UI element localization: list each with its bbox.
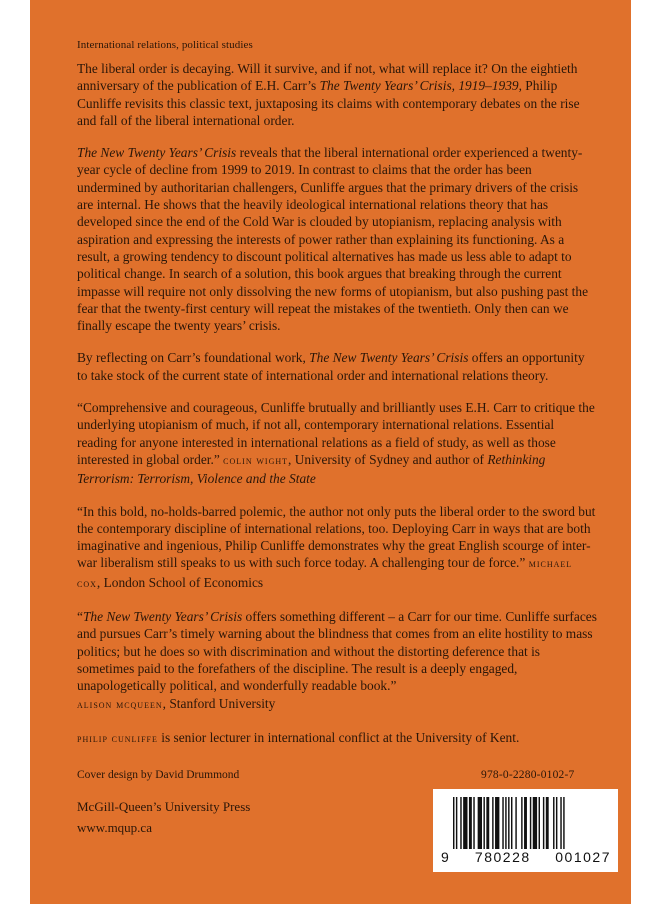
barcode-bar	[469, 797, 472, 849]
barcode-bar	[495, 797, 499, 849]
barcode	[433, 789, 618, 872]
barcode-bar	[556, 797, 557, 849]
back-cover	[30, 0, 631, 904]
book-title: The New Twenty Years’ Crisis	[309, 350, 469, 366]
barcode-bar	[505, 797, 506, 849]
book-title: The Twenty Years’ Crisis, 1919–1939	[319, 78, 519, 94]
reflection-paragraph: By reflecting on Carr’s foundational work, The New Twenty Years’ Crisis offers an opportunity to take stock of the current state of international order and international relations theory.	[77, 350, 585, 383]
barcode-bar	[553, 797, 554, 849]
endorser-name: michael cox	[77, 558, 573, 590]
barcode-bar	[511, 797, 512, 849]
barcode-bar	[563, 797, 564, 849]
barcode-bar	[508, 797, 509, 849]
endorser-name: alison mcqueen	[77, 698, 163, 711]
endorser-name: colin wight	[223, 454, 289, 467]
endorsement-wight: “Comprehensive and courageous, Cunliffe brutually and brilliantly uses E.H. Carr to critique the underlying utopianism of much, if not all, contemporary international relations. Essential reading for anyone interested in international relations as a field of study, as well as those interested in global order.” colin wight, University of Sydney and author of Rethinking Terrorism: Terrorism, Violence and the State	[77, 400, 595, 487]
barcode-bar	[460, 797, 461, 849]
barcode-bar	[478, 797, 482, 849]
endorsement-mcqueen: “The New Twenty Years’ Crisis offers something different – a Carr for our time. Cunliffe surfaces and pursues Carr’s timely warning about the blindness that comes from an elite hostility to mass politics; but he does so with discrimination and without the distorting deference that is sometimes paid to the forefathers of the discipline. The result is a deeply engaged, unapologetically political, and wonderfully readable book.” alison mcqueen, Stanford University	[77, 609, 597, 711]
barcode-bars	[451, 797, 601, 849]
barcode-bar	[533, 797, 537, 849]
barcode-digits: 9 780228 001027	[441, 849, 611, 865]
cover-body-text	[77, 60, 597, 763]
author-bio: philip cunliffe is senior lecturer in international conflict at the University of Kent.	[77, 729, 520, 745]
publisher-url: www.mqup.ca	[77, 820, 152, 835]
endorsement-cox: “In this bold, no-holds-barred polemic, the author not only puts the liberal order to the sword but the contemporary discipline of international relations, too. Deploying Carr in ways that are both imaginative and ingenious, Philip Cunliffe demonstrates why the great English scourge of inter-war liberalism still speaks to us with such force today. A challenging tour de force.” michael cox, London School of Economics	[77, 503, 596, 590]
publisher-name: McGill-Queen’s University Press	[77, 799, 251, 814]
barcode-bar	[521, 797, 522, 849]
intro-paragraph: The liberal order is decaying. Will it survive, and if not, what will replace it? On the eightieth anniversary of the publication of E.H. Carr’s The Twenty Years’ Crisis, 1919–1939, Philip Cunliffe revisits this classic text, juxtaposing its claims with contemporary debates on the rise and fall of the liberal international order.	[77, 61, 580, 128]
barcode-bar	[483, 797, 484, 849]
isbn-number: 978-0-2280-0102-7	[481, 769, 575, 781]
barcode-bar	[486, 797, 489, 849]
summary-paragraph: The New Twenty Years’ Crisis reveals that the liberal international order experienced a twenty-year cycle of decline from 1999 to 2019. In contrast to claims that the order has been undermined by authoritarian challengers, Cunliffe argues that the primary drivers of the crisis are internal. He shows that the heavily ideological international relations theory that has developed since the end of the Cold War is clouded by utopianism, replacing analysis with aspiration and expressing the interests of power rather than explaining its functioning. As a result, a growing tendency to discount political alternatives has made us less able to adapt to political change. In search of a solution, this book argues that breaking through the current impasse will require not only dissolving the new forms of utopianism, but also pushing past the fear that the twenty-first century will repeat the mistakes of the twentieth. Only then can we finally escape the twenty years’ crisis.	[77, 145, 589, 334]
book-title: The New Twenty Years’ Crisis	[77, 145, 237, 161]
barcode-bar	[524, 797, 527, 849]
barcode-bar	[456, 797, 457, 849]
cover-design-credit: Cover design by David Drummond	[77, 769, 240, 781]
barcode-bar	[543, 797, 544, 849]
category-label: International relations, political studies	[77, 39, 253, 51]
publisher-block	[77, 796, 250, 838]
barcode-bar	[453, 797, 454, 849]
barcode-bar	[463, 797, 467, 849]
book-title: The New Twenty Years’ Crisis	[82, 609, 243, 625]
barcode-bar	[546, 797, 549, 849]
author-name: philip cunliffe	[77, 732, 158, 745]
barcode-bar	[473, 797, 474, 849]
barcode-bar	[492, 797, 493, 849]
barcode-bar	[539, 797, 540, 849]
barcode-bar	[560, 797, 561, 849]
barcode-bar	[515, 797, 516, 849]
barcode-bar	[530, 797, 531, 849]
barcode-bar	[502, 797, 503, 849]
